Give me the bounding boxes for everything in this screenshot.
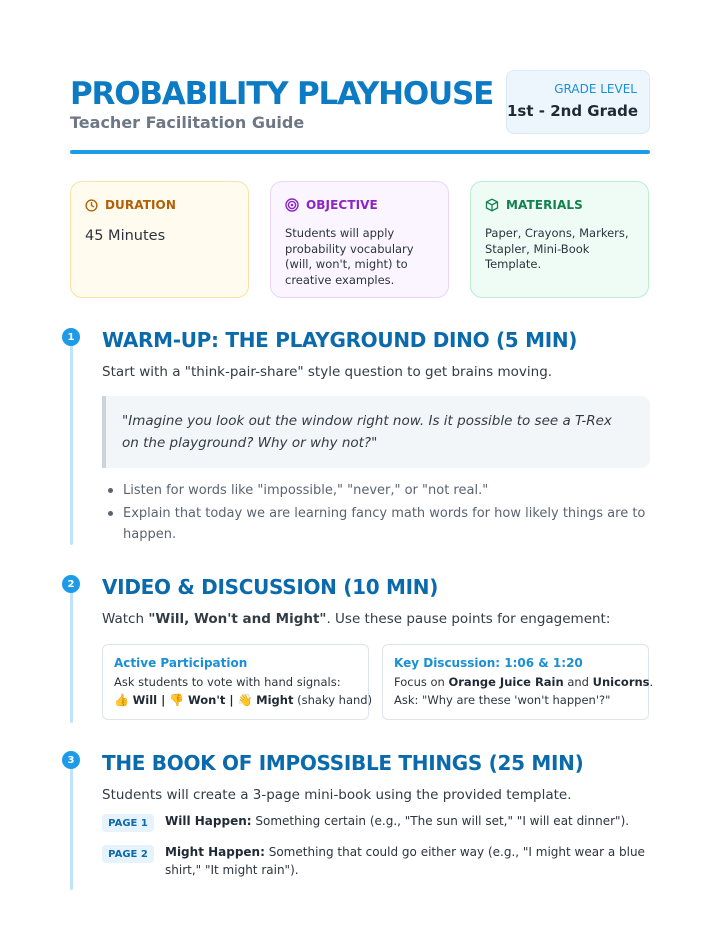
step-number-1: 1 (62, 328, 80, 346)
text: and (563, 675, 593, 689)
page-heading: Might Happen: (165, 845, 265, 859)
timeline-line-2 (70, 577, 73, 723)
page-tag: PAGE 1 (102, 814, 154, 832)
box-heading: Key Discussion: 1:06 & 1:20 (394, 656, 583, 670)
might-label: Might (256, 693, 294, 707)
grade-level-value: 1st - 2nd Grade (507, 102, 639, 120)
thumbs-up-icon: 👍 (114, 693, 129, 707)
separator: | (157, 693, 170, 707)
example-unicorns: Unicorns (592, 675, 650, 689)
step-number-2: 2 (62, 575, 80, 593)
grade-level-label: GRADE LEVEL (554, 82, 637, 96)
active-participation-box (102, 644, 373, 720)
timeline-line-1 (70, 330, 73, 545)
text: Focus on (394, 675, 449, 689)
duration-value: 45 Minutes (85, 228, 166, 244)
objective-text: Students will apply probability vocabulary (will, won't, might) to creative examples. (285, 226, 414, 287)
clock-icon (85, 199, 98, 212)
key-discussion-box (382, 644, 654, 720)
box-line: Ask: "Why are these 'won't happen'?" (394, 693, 611, 707)
warmup-bullets (106, 480, 646, 547)
list-item: Listen for words like "impossible," "never," or "not real." (106, 480, 646, 501)
section-intro-warmup: Start with a "think-pair-share" style question to get brains moving. (102, 364, 553, 380)
section-title-video: VIDEO & DISCUSSION (10 MIN) (102, 575, 439, 599)
intro-text: . Use these pause points for engagement: (326, 611, 611, 627)
box-line (394, 673, 654, 691)
step-number-3: 3 (62, 751, 80, 769)
page-title: PROBABILITY PLAYHOUSE (70, 76, 494, 112)
example-orange-juice-rain: Orange Juice Rain (448, 675, 564, 689)
materials-card (470, 181, 649, 298)
header (70, 70, 650, 150)
video-title: "Will, Won't and Might" (148, 611, 327, 627)
materials-text: Paper, Crayons, Markers, Stapler, Mini-Book Template. (485, 226, 629, 271)
duration-label: DURATION (105, 198, 176, 212)
hand-signals-line (114, 691, 373, 709)
separator: | (225, 693, 238, 707)
thumbs-down-icon: 👎 (169, 693, 185, 707)
shaky-hand-icon: 👋 (237, 693, 253, 707)
grade-level-box (506, 70, 650, 134)
box-line: Ask students to vote with hand signals: (114, 675, 341, 689)
materials-label: MATERIALS (506, 198, 583, 212)
text: . (649, 675, 654, 689)
list-item: Explain that today we are learning fancy math words for how likely things are to happen. (106, 503, 646, 545)
objective-label: OBJECTIVE (306, 198, 378, 212)
box-heading: Active Participation (114, 656, 248, 670)
will-label: Will (132, 693, 158, 707)
section-intro-video (102, 611, 610, 627)
page-tag: PAGE 2 (102, 845, 154, 863)
warmup-quote-text: "Imagine you look out the window right now. Is it possible to see a T-Rex on the playground? Why or why not?" (122, 413, 612, 451)
page-subtitle: Teacher Facilitation Guide (70, 113, 305, 132)
wont-label: Won't (187, 693, 226, 707)
page-text: Something that could go either way (e.g., "I might wear a blue shirt," "It might rain"). (165, 845, 645, 877)
warmup-quote (102, 396, 650, 468)
timeline-line-3 (70, 754, 73, 890)
box-icon (485, 198, 499, 212)
duration-card (70, 181, 249, 298)
intro-text: Watch (102, 611, 149, 627)
objective-card (270, 181, 449, 298)
section-intro-book: Students will create a 3-page mini-book using the provided template. (102, 787, 572, 803)
might-note: (shaky hand) (293, 693, 373, 707)
page-heading: Will Happen: (165, 814, 252, 828)
section-title-warmup: WARM-UP: THE PLAYGROUND DINO (5 MIN) (102, 328, 578, 352)
page-description (165, 843, 650, 879)
section-title-book: THE BOOK OF IMPOSSIBLE THINGS (25 MIN) (102, 751, 584, 775)
header-divider (70, 150, 650, 154)
page-description (165, 812, 650, 830)
page-text: Something certain (e.g., "The sun will set," "I will eat dinner"). (251, 814, 630, 828)
target-icon (285, 198, 299, 212)
